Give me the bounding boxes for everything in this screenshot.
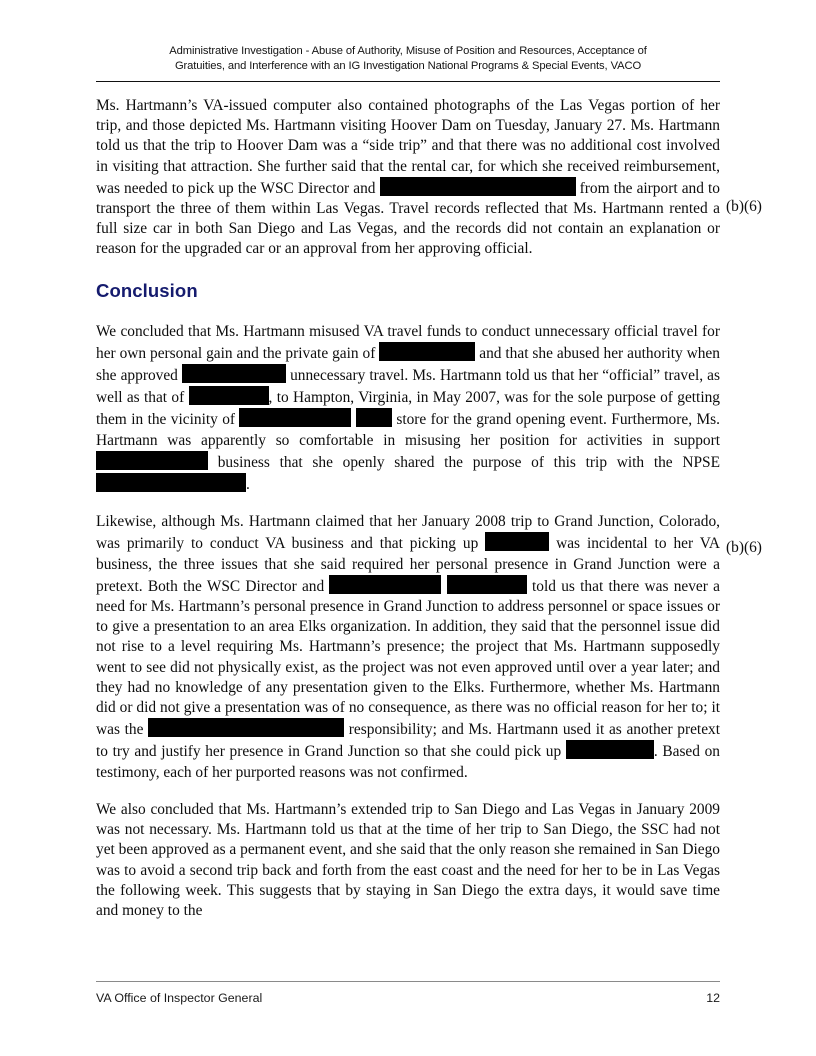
exemption-marker-b6: (b)(6): [726, 198, 762, 215]
para2-segment-4: , to Hampton, Virginia, in May 2007, was for the sole purpose of getting them in the vicinity of: [96, 389, 720, 429]
redaction-bar: [96, 473, 246, 492]
paragraph-grand-junction: [0, 512, 816, 783]
para1-segment-2: from the airport and to transport the three of them within Las Vegas. Travel records reflected that Ms. Hartmann rented a full size car in both San Diego and Las Vegas, and the records did not contain an explanation or reason for the upgraded car or an approval from her approving official.: [96, 179, 720, 258]
para2-segment-1: We concluded that Ms. Hartmann misused VA travel funds to conduct unnecessary official travel for her own personal gain and the private gain of: [96, 322, 720, 362]
conclusion-section-header: [0, 280, 816, 302]
redaction-bar: [447, 575, 527, 594]
paragraph-san-diego: [0, 800, 816, 921]
footer-organization: VA Office of Inspector General: [96, 991, 263, 1005]
redaction-bar: [379, 342, 475, 361]
footer-divider: [96, 981, 720, 982]
para3-segment-1: Likewise, although Ms. Hartmann claimed that her January 2008 trip to Grand Junction, Colorado, was primarily to conduct VA business and that picking up: [96, 513, 720, 553]
para1-segment-1: Ms. Hartmann’s VA-issued computer also contained photographs of the Las Vegas portion of her trip, and those depicted Ms. Hartmann visiting Hoover Dam on Tuesday, January 27. Ms. Hartmann told us that the trip to Hoover Dam was a “side trip” and that there was no additional cost involved in visiting that attraction. She further said that the rental car, for which she received reimbursement, was needed to pick up the WSC Director and: [96, 97, 720, 197]
para4-segment-1: We also concluded that Ms. Hartmann’s extended trip to San Diego and Las Vegas in January 2009 was not necessary. Ms. Hartmann told us that at the time of her trip to San Diego, the SSC had not yet been approved as a permanent event, and she said that the only reason she remained in San Diego was to avoid a second trip back and forth from the east coast and the need for her to be in Las Vegas the following week. This suggests that by staying in San Diego the extra days, it would save time and money to the: [96, 800, 720, 919]
redaction-bar: [485, 532, 549, 551]
redaction-bar: [356, 408, 392, 427]
redaction-bar: [189, 386, 269, 405]
page-footer: [96, 991, 720, 1005]
redaction-bar: [239, 408, 351, 427]
header-line-1: Administrative Investigation - Abuse of Authority, Misuse of Position and Resources, Acceptance of: [169, 45, 647, 57]
para2-segment-7: .: [246, 476, 250, 494]
para3-segment-3: told us that there was never a need for Ms. Hartmann’s personal presence in Grand Junction to address personnel or space issues or to give a presentation to an area Elks organization. In addition, they said that the personnel issue did not rise to a level requiring Ms. Hartmann’s presence; the project that Ms. Hartmann supposedly went to see did not physically exist, as the project was not even approved until over a year later; and they had no knowledge of any presentation given to the Elks. Furthermore, whether Ms. Hartmann did or did not give a presentation was of no consequence, as there was no official reason for her to; it was the: [96, 577, 720, 739]
redaction-bar: [148, 718, 344, 737]
header-divider: [96, 81, 720, 82]
paragraph-hoover-dam: [0, 96, 816, 260]
running-header: [96, 44, 720, 74]
redaction-bar: [96, 451, 208, 470]
paragraph-conclusion-misuse: [0, 322, 816, 496]
para3-segment-5: . Based on testimony, each of her purported reasons was not confirmed.: [96, 743, 720, 781]
para3-segment-4: responsibility; and Ms. Hartmann used it as another pretext to try and justify her presence in Grand Junction so that she could pick up: [96, 721, 720, 761]
para2-segment-2: and that she abused her authority when she approved: [96, 344, 720, 385]
redaction-bar: [380, 177, 576, 196]
header-line-2: Gratuities, and Interference with an IG Investigation National Programs & Special Events, VACO: [174, 60, 642, 72]
redaction-bar: [329, 575, 441, 594]
redaction-bar: [182, 364, 286, 383]
page-title: Conclusion: [96, 279, 198, 301]
para3-segment-2: was incidental to her VA business, the three issues that she said required her personal presence in Grand Junction were a pretext. Both the WSC Director and: [96, 535, 720, 595]
para2-segment-5: store for the grand opening event. Furthermore, Ms. Hartmann was apparently so comfortable in misusing her position for activities in support: [96, 411, 720, 449]
document-body: [0, 96, 816, 939]
para2-segment-3: unnecessary travel. Ms. Hartmann told us that her “official” travel, as well as that of: [96, 367, 720, 407]
para2-segment-6: business that she openly shared the purpose of this trip with the NPSE: [217, 453, 720, 471]
redaction-bar: [566, 740, 654, 759]
exemption-marker-b6: (b)(6): [726, 539, 762, 556]
footer-page-number: 12: [706, 991, 720, 1005]
